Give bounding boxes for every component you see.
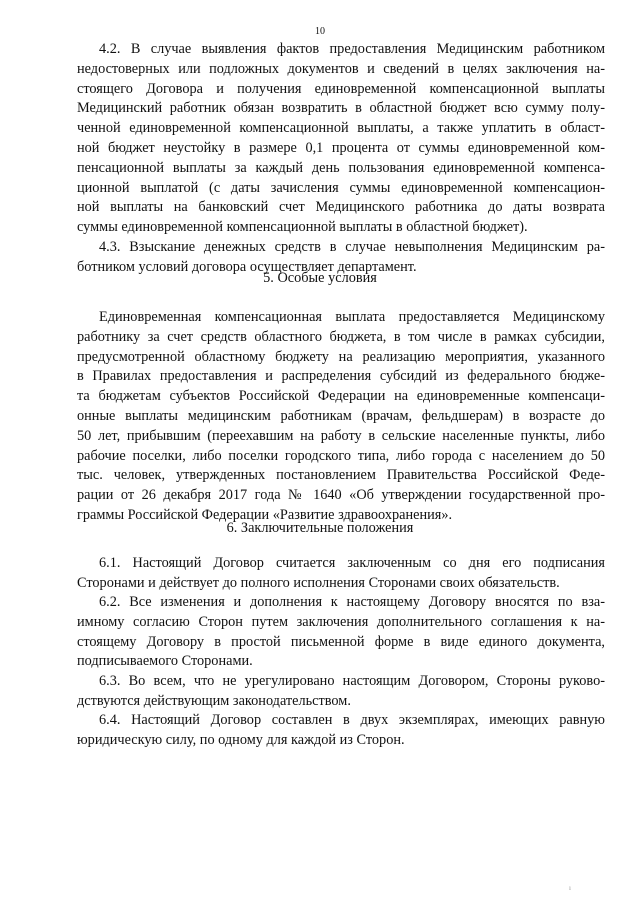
text-line: 6.3. Во всем, что не урегулировано настоящим Договором, Стороны руково- [99,673,605,689]
page-number: 10 [315,26,325,37]
text-line: рации от 26 декабря 2017 года № 1640 «Об утверждении государственной про- [77,487,605,504]
text-line: онные выплаты медицинским работникам (врачам, фельдшерам) в возрасте до [77,407,605,424]
text-line: тыс. человек, утвержденных постановлением Правительства Российской Феде- [77,467,605,484]
paragraph-5-1 [77,308,605,526]
paragraph-6-4 [77,711,605,751]
text-line: 6.4. Настоящий Договор составлен в двух экземплярах, имеющих равную [99,712,605,728]
text-line: предусмотренной областному бюджету на реализацию мероприятия, указанного [77,348,605,365]
text-line: 50 лет, прибывшим (переехавшим на работу в сельские населенные пункты, либо [77,427,605,444]
text-line: стоящему Договору в простой письменной форме в виде единого документа, [77,633,605,650]
text-line: юридическую силу, по одному для каждой из Сторон. [77,731,405,748]
text-line: работнику за счет средств областного бюджета, в том числе в рамках субсидии, [77,328,605,345]
text-line: стоящего Договора и получения единовременной компенсационной выплаты [77,80,605,97]
text-line: 6.1. Настоящий Договор считается заключенным со дня его подписания [99,555,605,571]
text-line: подписываемого Сторонами. [77,653,253,670]
paragraph-6-2 [77,593,605,672]
text-line: рабочие поселки, либо поселки городского типа, либо города с населением до 50 [77,447,605,464]
text-line: ботником условий договора осуществляет департамент. [77,258,417,275]
text-line: 4.2. В случае выявления фактов предоставления Медицинским работником [99,41,605,57]
section-5-heading: 5. Особые условия [263,270,377,286]
text-line: пенсационной выплаты за каждый день пользования единовременной компенса- [77,159,605,176]
text-line: та бюджетам субъектов Российской Федерации на единовременные компенсаци- [77,388,605,405]
section-6-heading: 6. Заключительные положения [226,520,414,536]
text-line: граммы Российской Федерации «Развитие здравоохранения». [77,506,453,523]
text-line: 4.3. Взыскание денежных средств в случае невыполнения Медицинским ра- [99,239,605,255]
paragraph-4-2 [77,40,605,238]
text-line: недостоверных или подложных документов и сведений в целях заключения на- [77,60,605,77]
text-line: ной бюджет неустойку в размере 0,1 процента от суммы единовременной ком- [77,139,605,156]
text-line: Сторонами и действует до полного исполнения Сторонами своих обязательств. [77,574,560,591]
text-line: ченной единовременной компенсационной выплаты, а также уплатить в област- [77,120,605,137]
text-line: суммы единовременной компенсационной выплаты в областной бюджет). [77,219,528,236]
text-line: ционной выплатой (с даты зачисления суммы единовременной компенсацион- [77,179,605,196]
text-line: Единовременная компенсационная выплата предоставляется Медицинскому [99,309,605,325]
scan-mark: ı [569,884,571,892]
text-line: дствуются действующим законодательством. [77,692,351,709]
paragraph-6-3 [77,672,605,712]
paragraph-6-1 [77,554,605,594]
text-line: ной выплаты на банковский счет Медицинского работника до даты возврата [77,199,605,216]
text-line: имному согласию Сторон путем заключения дополнительного соглашения к на- [77,613,605,630]
text-line: 6.2. Все изменения и дополнения к настоящему Договору вносятся по вза- [99,594,605,610]
text-line: Медицинский работник обязан возвратить в областной бюджет всю сумму полу- [77,100,605,117]
text-line: в Правилах предоставления и распределения субсидий из федерального бюдже- [77,368,605,385]
